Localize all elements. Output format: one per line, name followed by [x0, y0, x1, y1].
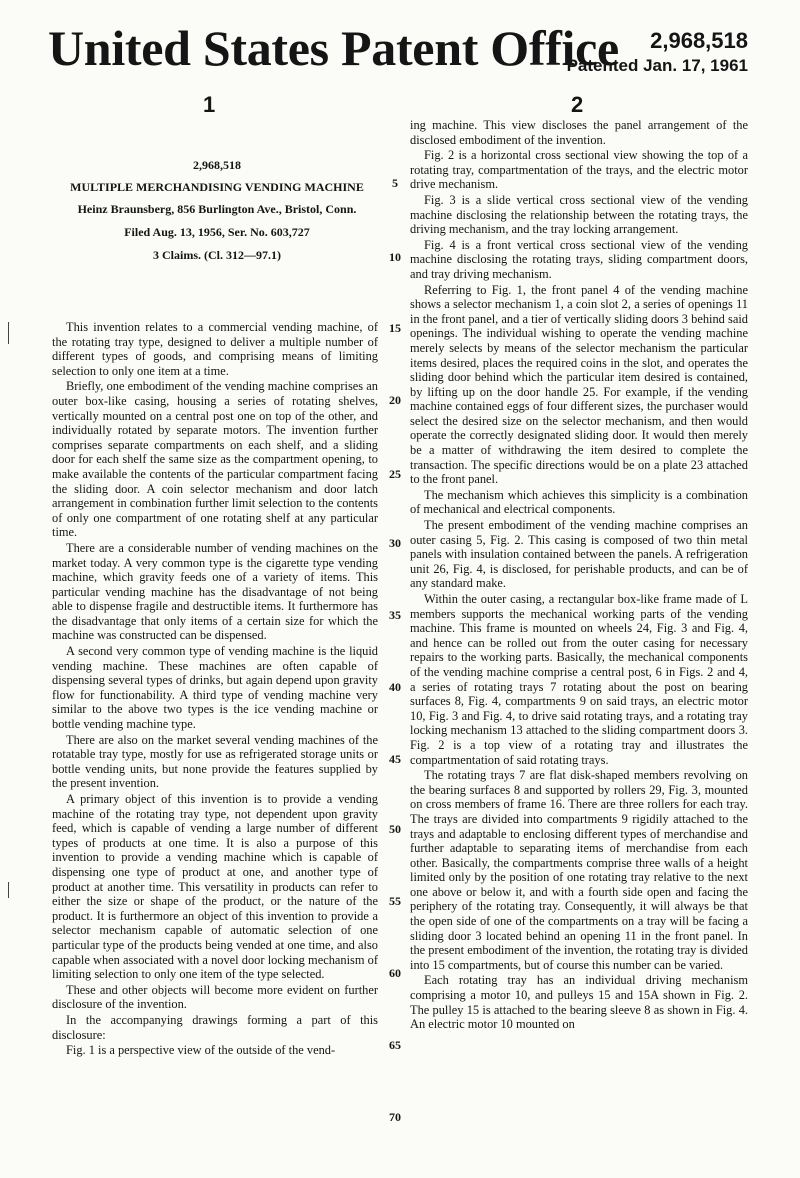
column-number-left: 1 — [203, 92, 216, 117]
patent-number: 2,968,518 — [650, 28, 748, 53]
paragraph: Fig. 4 is a front vertical cross sectional view of the vending machine disclosing the rotating trays, sliding compartment doors, and tray driving mechanism. — [410, 237, 748, 281]
paragraph: ing machine. This view discloses the panel arrangement of the disclosed embodiment of the invention. — [410, 118, 748, 147]
line-number: 40 — [389, 680, 401, 694]
page-title: United States Patent Office — [48, 20, 619, 76]
line-number: 60 — [389, 966, 401, 980]
right-column-text — [410, 118, 748, 1033]
paragraph: There are also on the market several vending machines of the rotatable tray type, mostly for use as refrigerated storage units or bottle vending units, but none provide the features supplied by the present invention. — [52, 732, 378, 791]
paragraph: Each rotating tray has an individual driving mechanism comprising a motor 10, and pulleys 15 and 15A shown in Fig. 2. The pulley 15 is attached to the bearing sleeve 8 as shown in Fig. 4. An electric motor 10 mounted on — [410, 973, 748, 1032]
paragraph: In the accompanying drawings forming a part of this disclosure: — [52, 1012, 378, 1042]
margin-mark — [8, 882, 9, 898]
line-number: 70 — [389, 1110, 401, 1124]
paragraph: This invention relates to a commercial vending machine, of the rotating tray type, designed to deliver a multiple number of different types of goods, and comprising means of limiting selection to only one item at a time. — [52, 320, 378, 378]
paragraph: These and other objects will become more evident on further disclosure of the invention. — [52, 982, 378, 1012]
margin-mark — [8, 322, 9, 344]
line-number: 15 — [389, 321, 401, 335]
filing-info: Filed Aug. 13, 1956, Ser. No. 603,727 — [124, 225, 310, 239]
column-number-right: 2 — [571, 92, 584, 117]
claims-info: 3 Claims. (Cl. 312—97.1) — [153, 248, 281, 262]
line-number: 55 — [389, 894, 401, 908]
paragraph: Fig. 2 is a horizontal cross sectional view showing the top of a rotating tray, compartmentation of the trays, and the electric motor drive mechanism. — [410, 148, 748, 192]
paragraph: The mechanism which achieves this simplicity is a combination of mechanical and electrical components. — [410, 487, 748, 517]
paragraph: Fig. 1 is a perspective view of the outside of the vend- — [66, 1043, 336, 1058]
line-number: 20 — [389, 393, 401, 407]
line-number: 25 — [389, 467, 401, 481]
line-number: 65 — [389, 1038, 401, 1052]
paragraph: The present embodiment of the vending machine comprises an outer casing 5, Fig. 2. This casing is composed of two thin metal panels with insulation contained between the panels. A refrigeration unit 26, Fig. 4, is disclosed, for perishable products, and can be of any standard make. — [410, 518, 748, 591]
paragraph: A second very common type of vending machine is the liquid vending machine. These machines are often capable of dispensing several types of drinks, but again depend upon gravity flow for functionability. A third type of vending machine very similar to the above two types is the ice vending machine or bottle vending machine type. — [52, 644, 378, 732]
line-number: 5 — [392, 176, 398, 190]
front-matter — [52, 158, 382, 263]
paragraph: A primary object of this invention is to provide a vending machine of the rotating tray type, not dependent upon gravity feed, which is capable of vending a large number of different types of products at one time. It is also a purpose of this invention to provide a vending machine which is capable of dispensing one type of product at one, and another type of product at another time. This versatility in products can refer to either the size or shape of the product, or the nature of the product. It is furthermore an object of this invention to provide a selector mechanism capable of automatic selection of one particular type of the products being vended at one time, and also capable when associated with a novel door locking mechanism of limiting selection to only one item of the type selected. — [52, 792, 378, 982]
paragraph: Fig. 3 is a slide vertical cross sectional view of the vending machine disclosing the relationship between the rotating trays, the driving mechanism, and the tray locking arrangement. — [410, 192, 748, 237]
paragraph: There are a considerable number of vending machines on the market today. A very common type is the cigarette type vending machine, which gravity feeds one of a variety of items. This particular vending machine has the disadvantage of not being able to dispense fragile and destructible items. It furthermore has the disadvantage that only items of a certain size for which the machine was constructed can be dispensed. — [52, 540, 378, 643]
front-patent-number: 2,968,518 — [193, 158, 241, 172]
paragraph: Within the outer casing, a rectangular box-like frame made of L members supports the mechanical working parts of the vending machine. This frame is mounted on wheels 24, Fig. 3 and Fig. 4, and hence can be rolled out from the outer casing for necessary repairs to the working parts. Basically, the mechanical components of the vending machine comprise a central post, 6 in Figs. 2 and 4, a series of rotating trays 7 rotating about the post on bearing surfaces 8, Fig. 4, compartments 9 on said trays, an electric motor 10, Fig. 3 and Fig. 4, to drive said rotating trays, and a rotating tray locking mechanism 13 attached to the sliding compartment doors 3. Fig. 2 is a top view of a rotating tray and illustrates the compartmentation of said rotating trays. — [410, 592, 748, 767]
line-number: 10 — [389, 250, 401, 264]
line-number: 35 — [389, 608, 401, 622]
invention-title: MULTIPLE MERCHANDISING VENDING MACHINE — [70, 180, 364, 194]
line-number: 45 — [389, 752, 401, 766]
inventor: Heinz Braunsberg, 856 Burlington Ave., Bristol, Conn. — [77, 202, 357, 216]
left-column-text — [52, 320, 378, 1059]
line-number: 50 — [389, 822, 401, 836]
patented-date: Patented Jan. 17, 1961 — [566, 56, 748, 75]
paragraph: Briefly, one embodiment of the vending machine comprises an outer box-like casing, housing a series of rotating shelves, vertically mounted on a central post one on top of the other, and individually rotated by separate motors. The invention further comprises separate compartments on each shelf, and a sliding door for each shelf the same size as the compartment opening, to make available the contents of the particular compartment facing the sliding door. A coin selector mechanism and door latch arrangement in combination further limit selection to the contents of only one compartment of one rotating shelf at any particular time. — [52, 379, 378, 540]
paragraph: The rotating trays 7 are flat disk-shaped members revolving on the bearing surfaces 8 and supported by rollers 29, Fig. 3, mounted on cross members of frame 16. There are three rollers for each tray. The trays are divided into compartments 9 rigidily attached to the trays and adaptable to enclosing different types of merchandise and further adaptable to separating items of merchandise from each other. Basically, the compartments comprise three walls of a height limited only by the position of one rotating tray relative to the next one above or below it, and with a fourth side open and facing the periphery of the rotating tray. Consequently, it will always be that the open side of one of the compartments on a tray will be facing a sliding door 3 located behind an opening 11 in the front panel. In the present embodiment of the invention, the rotating tray is divided into 15 compartments, but of course this number can be varied. — [410, 768, 748, 972]
line-number: 30 — [389, 536, 401, 550]
paragraph: Referring to Fig. 1, the front panel 4 of the vending machine shows a selector mechanism 1, a coin slot 2, a series of openings 11 in the front panel, and a tier of vertically sliding doors 3 behind said openings. The individual wishing to operate the vending machine merely selects by means of the selector mechanism the particular items desired, places the required coins in the slot, and operates the sliding door behind which the particular item desired is contained, by lifting up on the door handle 25. For example, if the vending machine contained eggs of four different sizes, the purchaser would select the desired size on the selector mechanism, and then would operate the correctly designated sliding door. It would then merely be a matter of withdrawing the item desired to complete the transaction. The specific directions would be on a plate 23 attached to the front panel. — [410, 282, 748, 487]
